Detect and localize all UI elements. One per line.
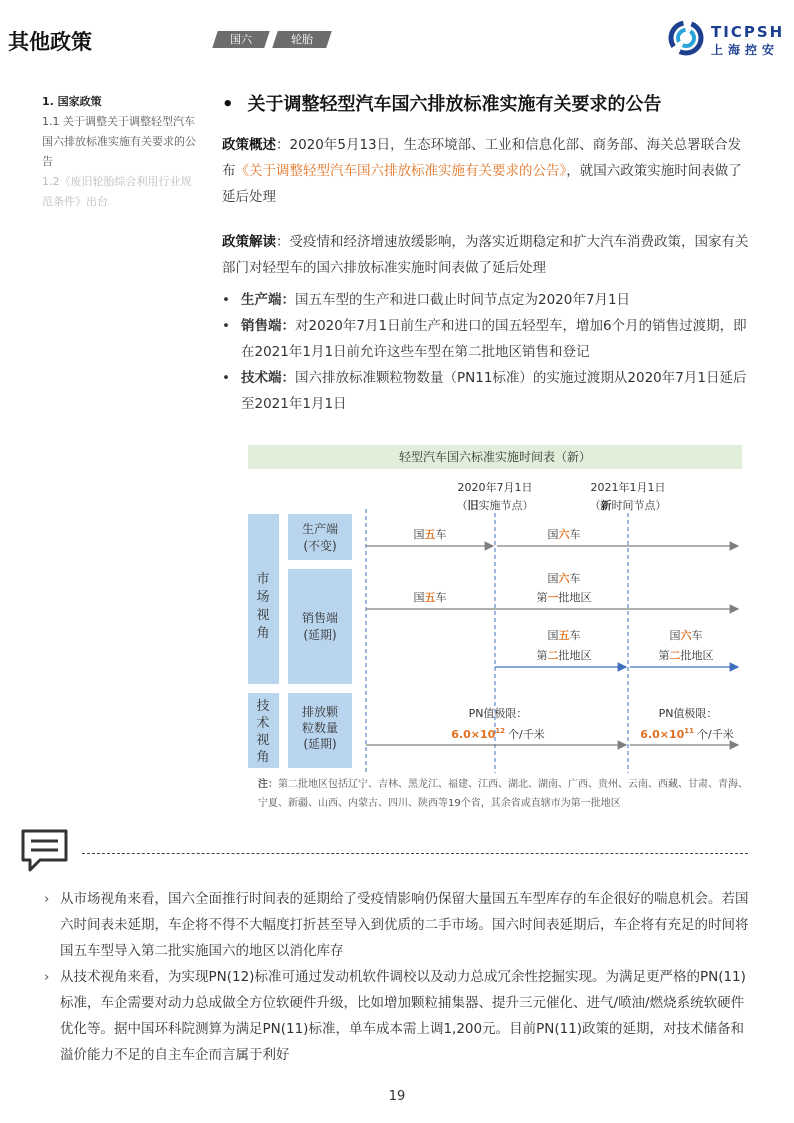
market-view-label: 市场视角 — [256, 572, 270, 641]
logo-sub: 上海控安 — [711, 43, 780, 57]
conclusions — [44, 886, 754, 1068]
sales-label: 销售端(延期) — [301, 611, 339, 642]
bullet-tech: • 技术端：国六排放标准颗粒物数量（PN11标准）的实施过渡期从2020年7月1日延后至2021年1月1日 — [222, 365, 752, 417]
date-old: 2020年7月1日 — [457, 481, 533, 494]
chart-title: 轻型汽车国六标准实施时间表（新） — [398, 450, 592, 464]
node-new: （新时间节点） — [589, 499, 667, 512]
conclusion-market: › 从市场视角来看，国六全面推行时间表的延期给了受疫情影响仍保留大量国五车型库存的车企很好的喘息机会。若国六时间表未延期，车企将不得不大幅度打折甚至导入到优质的二手市场。国六时间表延期后，车企将有充足的时间将国五车型导入第二批实施国六的地区以消化库存 — [44, 886, 754, 964]
tag-guo6[interactable]: 国六 — [212, 31, 270, 48]
sales2-g6: 国六车 — [669, 629, 703, 642]
tag-tire[interactable]: 轮胎 — [272, 31, 332, 48]
sales-g5: 国五车 — [413, 591, 447, 604]
main-heading: • 关于调整轻型汽车国六排放标准实施有关要求的公告 — [222, 94, 662, 115]
heading-bullet: • — [222, 94, 234, 115]
comment-icon — [20, 828, 70, 874]
date-new: 2021年1月1日 — [590, 481, 666, 494]
prod-g6: 国六车 — [547, 528, 581, 541]
page-title: 其他政策 — [8, 30, 92, 54]
logo-icon — [668, 20, 704, 56]
sales-box — [288, 569, 352, 684]
sales-g6: 国六车 — [547, 572, 581, 585]
bullet-production: • 生产端：国五车型的生产和进口截止时间节点定为2020年7月1日 — [222, 287, 752, 313]
sales2-batch2: 第二批地区 — [536, 649, 592, 662]
policy-interpretation: 政策解读：受疫情和经济增速放缓影响，为落实近期稳定和扩大汽车消费政策，国家有关部门对轻型车的国六排放标准实施时间表做了延后处理 — [222, 234, 749, 276]
tech-view-label: 技术视角 — [256, 699, 270, 765]
sales-batch1: 第一批地区 — [536, 591, 592, 604]
conclusion-tech: › 从技术视角来看，为实现PN(12)标准可通过发动机软件调校以及动力总成冗余性挖掘实现。为满足更严格的PN(11)标准，车企需要对动力总成做全方位软硬件升级，比如增加颗粒捕集器、提升三元催化、进气/喷油/燃烧系统软硬件优化等。据中国环科院测算为满足PN(11)标准，单车成本需上调1,200元。目前PN(11)政策的延期，对技术储备和溢价能力不足的自主车企而言属于利好 — [44, 964, 754, 1068]
production-box — [288, 514, 352, 560]
logo-brand: TICPSH — [711, 23, 785, 41]
production-label: 生产端(不变) — [301, 522, 339, 553]
bullet-sales: • 销售端：对2020年7月1日前生产和进口的国五轻型车，增加6个月的销售过渡期，即在2021年1月1日前允许这些车型在第二批地区销售和登记 — [222, 313, 752, 365]
nav-section[interactable]: 1. 国家政策 — [42, 95, 102, 108]
policy-bullets — [222, 287, 752, 417]
pn-label: 排放颗粒数量(延期) — [301, 705, 339, 751]
prod-g5: 国五车 — [413, 528, 447, 541]
section-divider — [82, 853, 748, 854]
sales2-g6-batch2: 第二批地区 — [658, 649, 714, 662]
sales2-g5: 国五车 — [547, 629, 581, 642]
chart-note: 注：第二批地区包括辽宁、吉林、黑龙江、福建、江西、湖北、湖南、广西、贵州、云南、西藏、甘肃、青海、宁夏、新疆、山西、内蒙古、四川、陕西等19个省，其余省或直辖市为第一批地区 — [258, 779, 748, 809]
nav-item-1[interactable]: 1.1 关于调整关于调整轻型汽车国六排放标准实施有关要求的公告 — [42, 115, 196, 168]
policy-overview: 政策概述：2020年5月13日，生态环境部、工业和信息化部、商务部、海关总署联合发布《关于调整轻型汽车国六排放标准实施有关要求的公告》，就国六政策实施时间表做了延后处理 — [222, 137, 742, 205]
node-old: （旧实施节点） — [456, 499, 534, 512]
pn-old-label: PN值极限： — [468, 707, 528, 720]
section-nav — [42, 92, 202, 212]
policy-doc-title: 《关于调整轻型汽车国六排放标准实施有关要求的公告》 — [235, 163, 567, 179]
pn-new-label: PN值极限： — [658, 707, 718, 720]
pn-new-limit: $6.0\times 10^{11}$ 个/千米 — [640, 727, 734, 741]
timeline-diagram — [248, 445, 742, 790]
page-number: 19 — [388, 1089, 406, 1104]
nav-item-2[interactable]: 1.2《废旧轮胎综合利用行业规范条件》出台 — [42, 175, 192, 208]
pn-old-limit: $6.0\times 10^{12}$ 个/千米 — [451, 727, 545, 741]
